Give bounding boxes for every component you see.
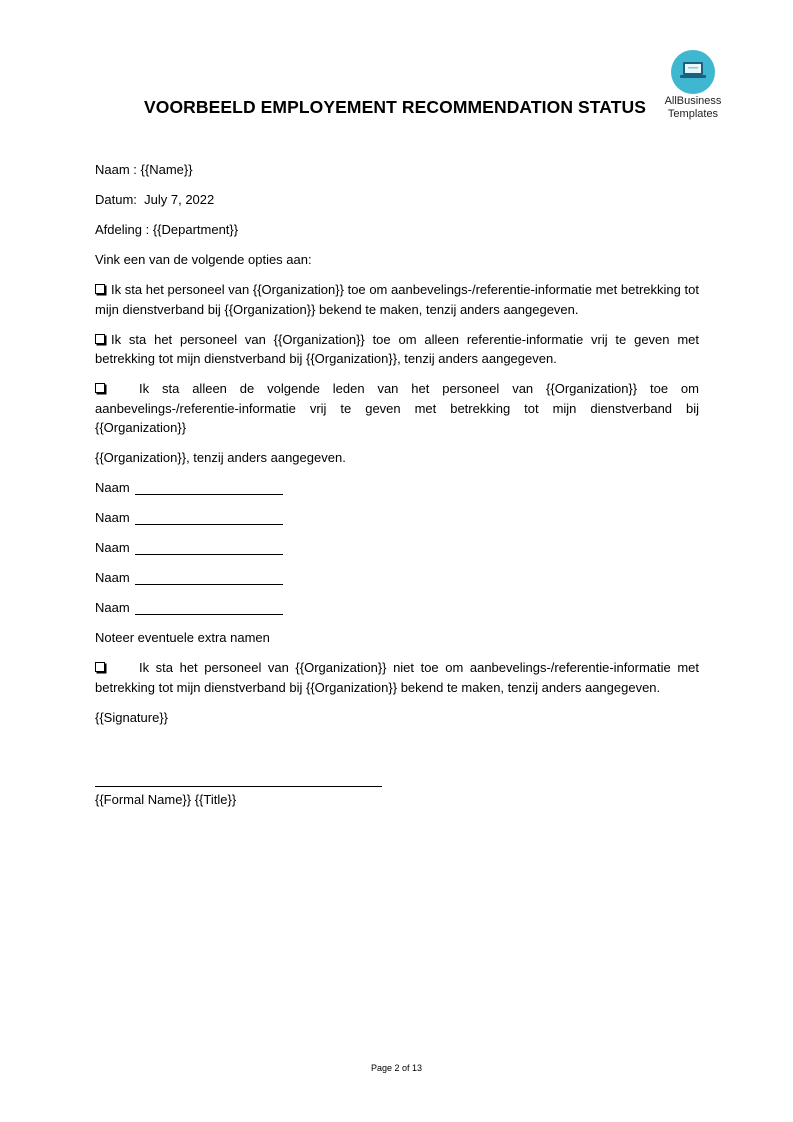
name-input-line[interactable]: [135, 510, 283, 525]
signature-placeholder: {{Signature}}: [95, 709, 169, 725]
name-field-label: Naam: [95, 600, 130, 615]
date-label: Datum:: [95, 192, 137, 207]
checkbox-icon[interactable]: [95, 383, 105, 393]
page-number: Page 2 of 13: [370, 1063, 423, 1073]
name-field-label: Naam: [95, 570, 130, 585]
logo-brand-line2: Templates: [667, 108, 719, 120]
date-value: July 7, 2022: [144, 192, 215, 207]
continuation-text: {{Organization}}, tenzij anders aangegeven.: [95, 450, 346, 465]
name-field-label: Naam: [95, 510, 130, 525]
name-input-line[interactable]: [135, 480, 283, 495]
signature-line[interactable]: [95, 786, 382, 787]
option-4-text: Ik sta het personeel van {{Organization}} niet toe om aanbevelings-/referentie-informatie met betrekking tot mijn dienstverband bij {{Organization}} bekend te maken, tenzij anders aangegeven.: [95, 660, 699, 695]
name-input-line[interactable]: [135, 600, 283, 615]
logo-circle: [671, 50, 715, 94]
option-1: [95, 280, 699, 319]
option-3: [95, 379, 699, 438]
laptop-icon: [680, 61, 706, 81]
formal-name: {{Formal Name}} {{Title}}: [95, 791, 237, 807]
name-field-label: Naam: [95, 540, 130, 555]
instruction-text: Vink een van de volgende opties aan:: [95, 252, 312, 267]
logo-brand-line1: AllBusiness: [664, 95, 722, 107]
name-line: Naam : {{Name}}: [95, 162, 193, 177]
option-2: [95, 330, 699, 369]
document-body: [95, 160, 699, 809]
name-field-4: [95, 568, 699, 588]
date-line: [95, 190, 699, 210]
extra-names-note: Noteer eventuele extra namen: [95, 630, 270, 645]
name-field-label: Naam: [95, 480, 130, 495]
option-1-text: Ik sta het personeel van {{Organization}} toe om aanbevelings-/referentie-informatie met betrekking tot mijn dienstverband bij {{Organization}} bekend te maken, tenzij anders aangegeven.: [95, 282, 699, 317]
name-field-1: [95, 478, 699, 498]
name-input-line[interactable]: [135, 540, 283, 555]
department-line: Afdeling : {{Department}}: [95, 222, 239, 237]
name-field-5: [95, 598, 699, 618]
name-field-3: [95, 538, 699, 558]
checkbox-icon[interactable]: [95, 284, 105, 294]
name-field-2: [95, 508, 699, 528]
option-3-text: Ik sta alleen de volgende leden van het personeel van {{Organization}} toe om aanbevelings-/referentie-informatie vrij te geven met betrekking tot mijn dienstverband bij {{Organization}}: [95, 381, 699, 435]
checkbox-icon[interactable]: [95, 662, 105, 672]
document-title: VOORBEELD EMPLOYEMENT RECOMMENDATION STATUS: [143, 97, 647, 117]
option-2-text: Ik sta het personeel van {{Organization}} toe om alleen referentie-informatie vrij te geven met betrekking tot mijn dienstverband bij {{Organization}}, tenzij anders aangegeven.: [95, 331, 699, 366]
signature-space: [95, 738, 699, 786]
option-4: [95, 658, 699, 697]
checkbox-icon[interactable]: [95, 334, 105, 344]
name-input-line[interactable]: [135, 570, 283, 585]
